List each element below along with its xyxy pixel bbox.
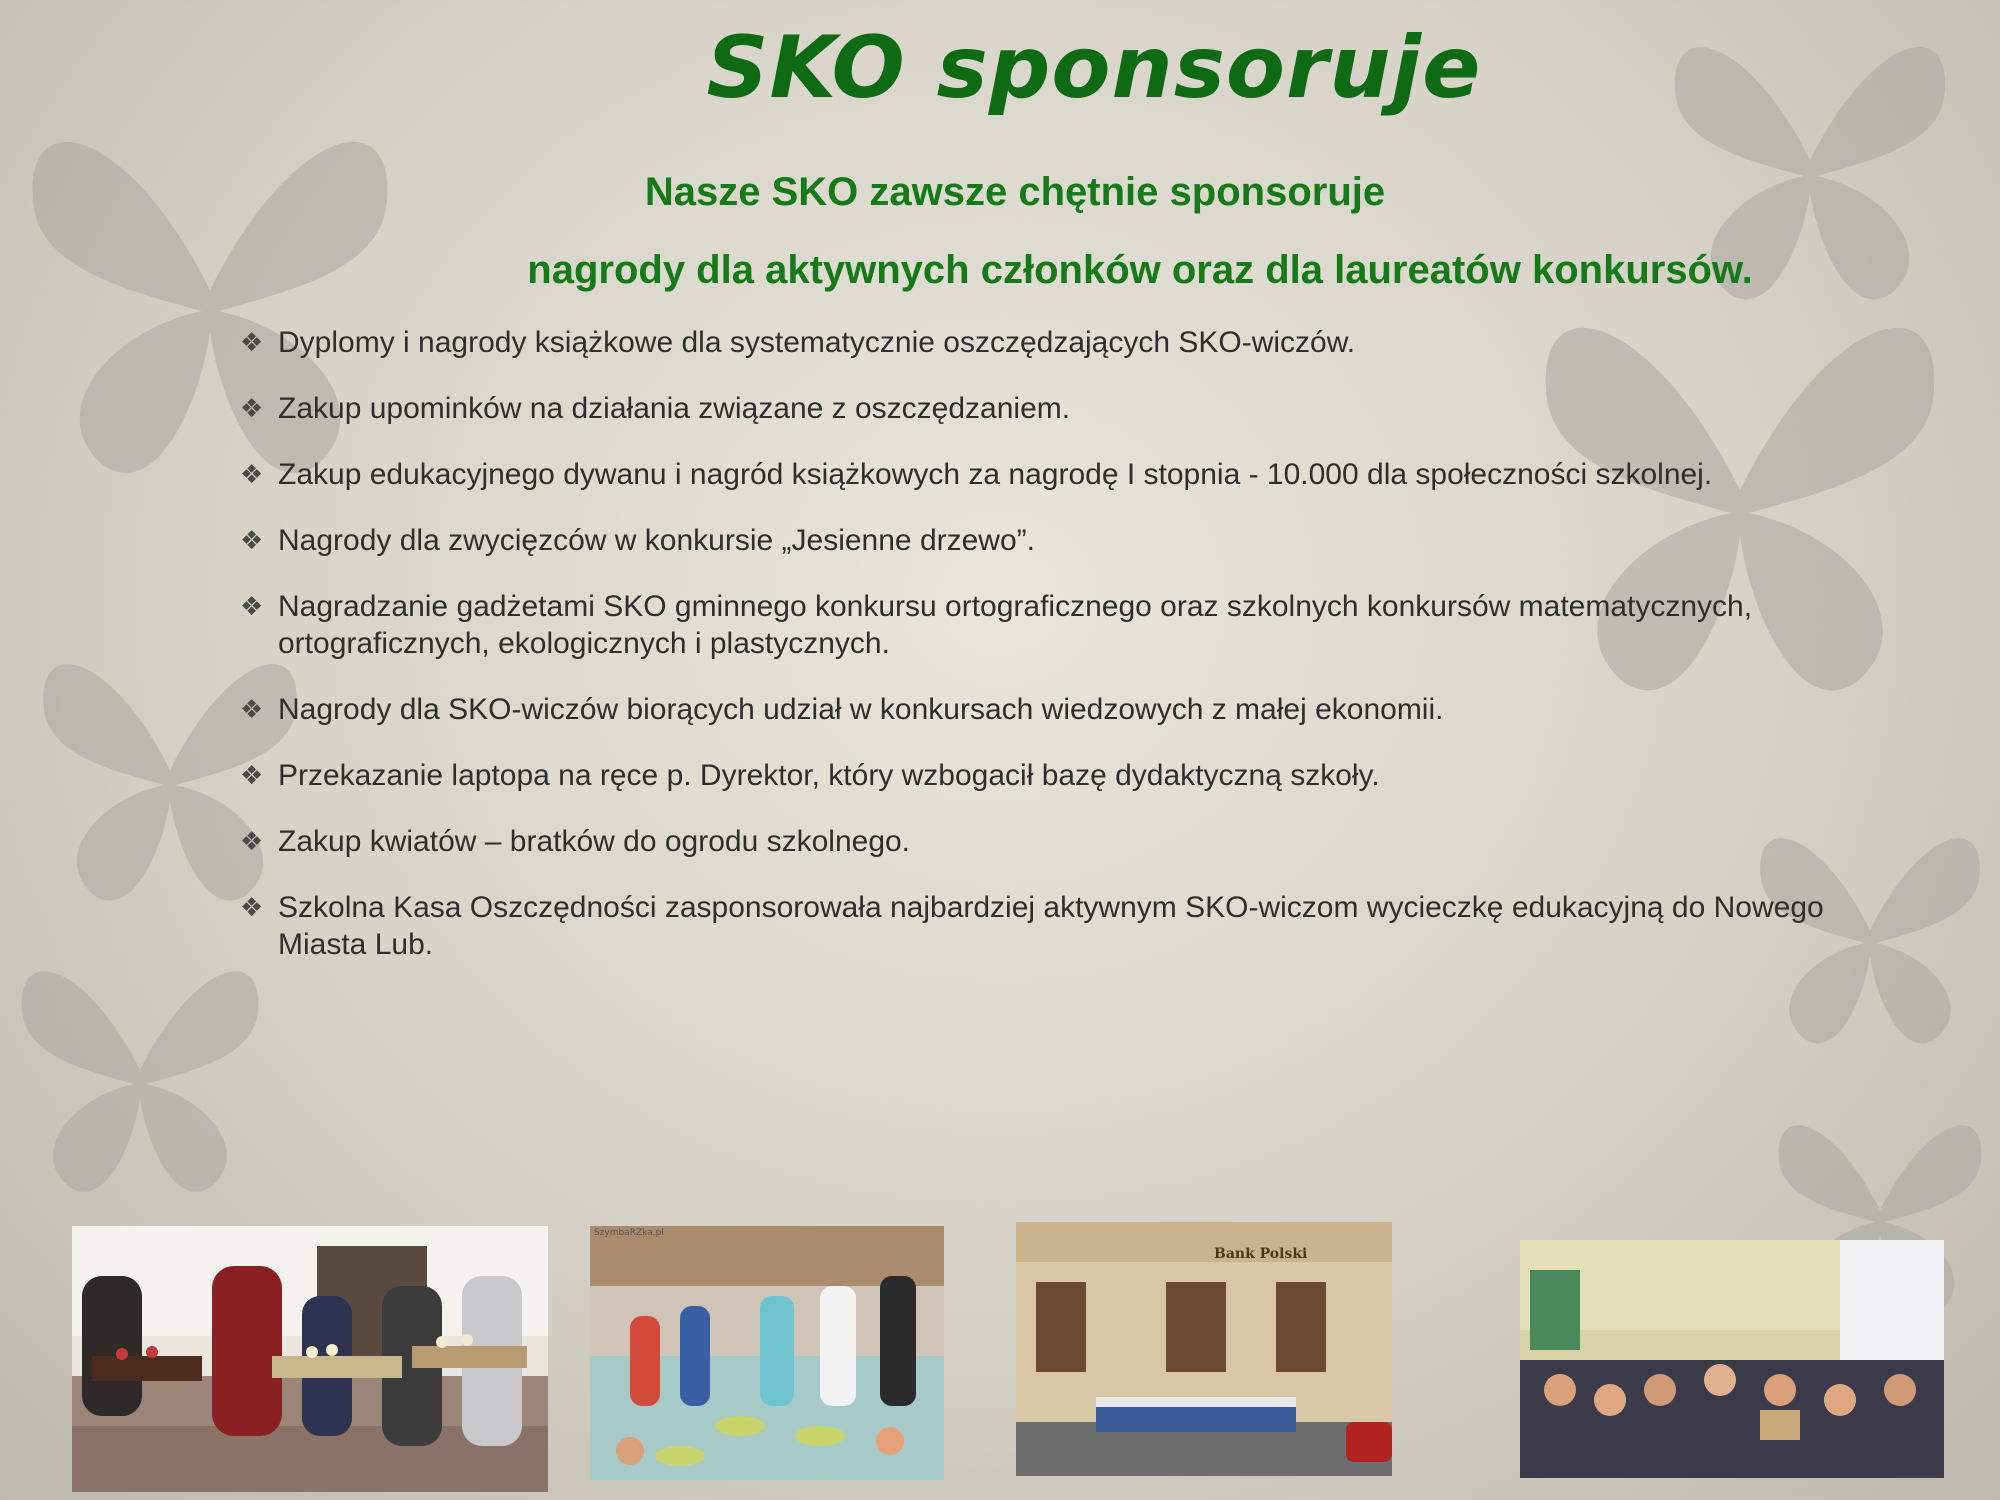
list-item: ❖ Zakup kwiatów – bratków do ogrodu szkolnego. bbox=[240, 825, 911, 858]
list-item: ❖ Nagradzanie gadżetami SKO gminnego konkursu ortograficznego oraz szkolnych konkursów matematycznych, ortograficznych, ekologicznych i plastycznych. bbox=[240, 590, 1753, 660]
list-item: ❖ Nagrody dla zwycięzców w konkursie „Jesienne drzewo”. bbox=[240, 524, 1035, 557]
photo-watermark: SzymbaRZka.pl bbox=[594, 1228, 664, 1238]
diamond-bullet-icon: ❖ bbox=[240, 694, 264, 724]
sponsorship-list bbox=[240, 324, 1840, 992]
photo-classroom-carpet bbox=[590, 1226, 944, 1480]
list-item: ❖ Nagrody dla SKO-wiczów biorących udział w konkursach wiedzowych z małej ekonomii. bbox=[240, 693, 1444, 726]
diamond-bullet-icon: ❖ bbox=[240, 393, 264, 423]
diamond-bullet-icon: ❖ bbox=[240, 826, 264, 856]
photo-bank-building bbox=[1016, 1222, 1392, 1476]
list-item: ❖ Zakup upominków na działania związane z oszczędzaniem. bbox=[240, 392, 1071, 425]
butterfly-decoration-icon bbox=[0, 920, 280, 1220]
diamond-bullet-icon: ❖ bbox=[240, 591, 264, 621]
diamond-bullet-icon: ❖ bbox=[240, 760, 264, 790]
photo-school-hall bbox=[1520, 1240, 1944, 1478]
slide-subtitle-line2: nagrody dla aktywnych członków oraz dla laureatów konkursów. bbox=[527, 248, 1753, 292]
list-item: ❖ Przekazanie laptopa na ręce p. Dyrektor, który wzbogacił bazę dydaktyczną szkoły. bbox=[240, 759, 1380, 792]
list-item: ❖ Dyplomy i nagrody książkowe dla systematycznie oszczędzających SKO-wiczów. bbox=[240, 326, 1356, 359]
list-item: ❖ Szkolna Kasa Oszczędności zasponsorowała najbardziej aktywnym SKO-wiczom wycieczkę edukacyjną do Nowego Miasta Lub. bbox=[240, 891, 1824, 961]
diamond-bullet-icon: ❖ bbox=[240, 525, 264, 555]
bank-sign-text: Bank Polski bbox=[1214, 1246, 1308, 1262]
diamond-bullet-icon: ❖ bbox=[240, 459, 264, 489]
slide-title: SKO sponsoruje bbox=[706, 18, 1482, 118]
slide-subtitle-line1: Nasze SKO zawsze chętnie sponsoruje bbox=[644, 170, 1386, 214]
photo-children-flowers bbox=[72, 1226, 548, 1492]
diamond-bullet-icon: ❖ bbox=[240, 892, 264, 922]
diamond-bullet-icon: ❖ bbox=[240, 327, 264, 357]
list-item: ❖ Zakup edukacyjnego dywanu i nagród książkowych za nagrodę I stopnia - 10.000 dla społeczności szkolnej. bbox=[240, 458, 1713, 491]
